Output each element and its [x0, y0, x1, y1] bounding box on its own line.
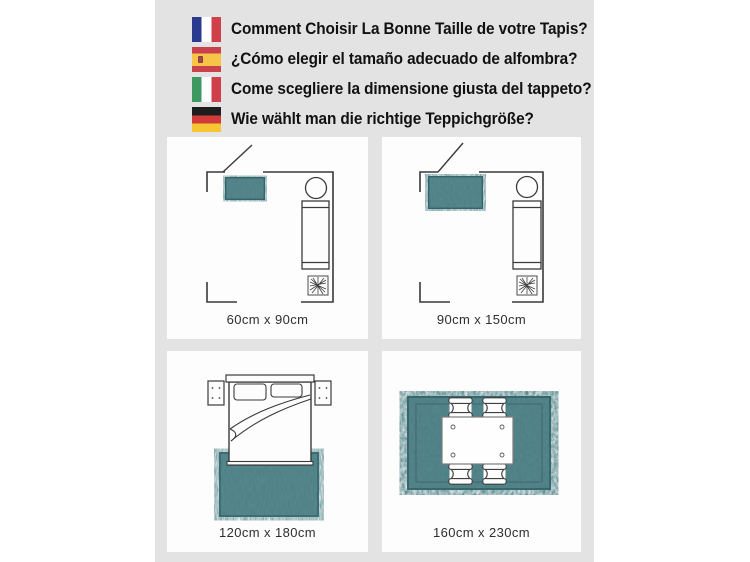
bed-icon: [226, 375, 314, 465]
header-row-french: [192, 17, 614, 42]
size-label-60x90: 60cm x 90cm: [226, 312, 309, 327]
chair-bottom-left-icon: [449, 464, 472, 484]
italy-flag-icon: [192, 77, 221, 102]
header-row-spanish: [192, 47, 603, 72]
chair-bottom-right-icon: [483, 464, 506, 484]
rug-60x90-swatch: [225, 177, 265, 200]
bed-top-view-svg: [167, 351, 368, 552]
size-label-120x180: 120cm x 180cm: [219, 525, 316, 540]
size-label-160x230: 160cm x 230cm: [433, 525, 530, 540]
header-row-italian: [192, 77, 619, 102]
door-swing-line: [223, 145, 252, 172]
door-swing-line: [438, 143, 463, 172]
pillow-left: [234, 384, 266, 400]
hallway-floorplan-svg: [167, 137, 368, 339]
header-title-de: Wie wählt man die richtige Teppichgröße?: [231, 110, 534, 128]
chair-top-left-icon: [449, 398, 472, 418]
size-card-160x230: [382, 351, 581, 552]
size-label-90x150: 90cm x 150cm: [436, 312, 527, 327]
size-card-90x150: [382, 137, 581, 339]
size-card-60x90: [167, 137, 368, 339]
header-title-es: ¿Cómo elegir el tamaño adecuado de alfombra?: [231, 50, 578, 68]
rug-90x150-swatch: [428, 176, 483, 209]
chair-top-right-icon: [483, 398, 506, 418]
dining-table-top-view-svg: [382, 351, 581, 552]
header-title-it: Come scegliere la dimensione giusta del tappeto?: [231, 80, 592, 98]
dining-table-icon: [442, 417, 513, 464]
headboard: [226, 375, 314, 382]
potted-plant-icon: [517, 276, 537, 295]
side-table-icon: [306, 178, 327, 199]
france-flag-icon: [192, 17, 221, 42]
bench-icon: [513, 201, 541, 269]
pillow-right: [271, 384, 302, 397]
spain-coat-of-arms-icon: [198, 56, 203, 63]
header-title-fr: Comment Choisir La Bonne Taille de votre Tapis?: [231, 20, 588, 38]
nightstand-left-icon: [208, 381, 224, 405]
size-card-120x180: [167, 351, 368, 552]
side-table-icon: [517, 177, 538, 198]
germany-flag-icon: [192, 107, 221, 132]
nightstand-right-icon: [315, 381, 331, 405]
header-row-german: [192, 107, 557, 132]
spain-flag-icon: [192, 47, 221, 72]
potted-plant-icon: [308, 276, 328, 295]
bench-icon: [302, 201, 329, 269]
footboard: [227, 462, 313, 466]
hallway-floorplan-svg: [382, 137, 581, 339]
